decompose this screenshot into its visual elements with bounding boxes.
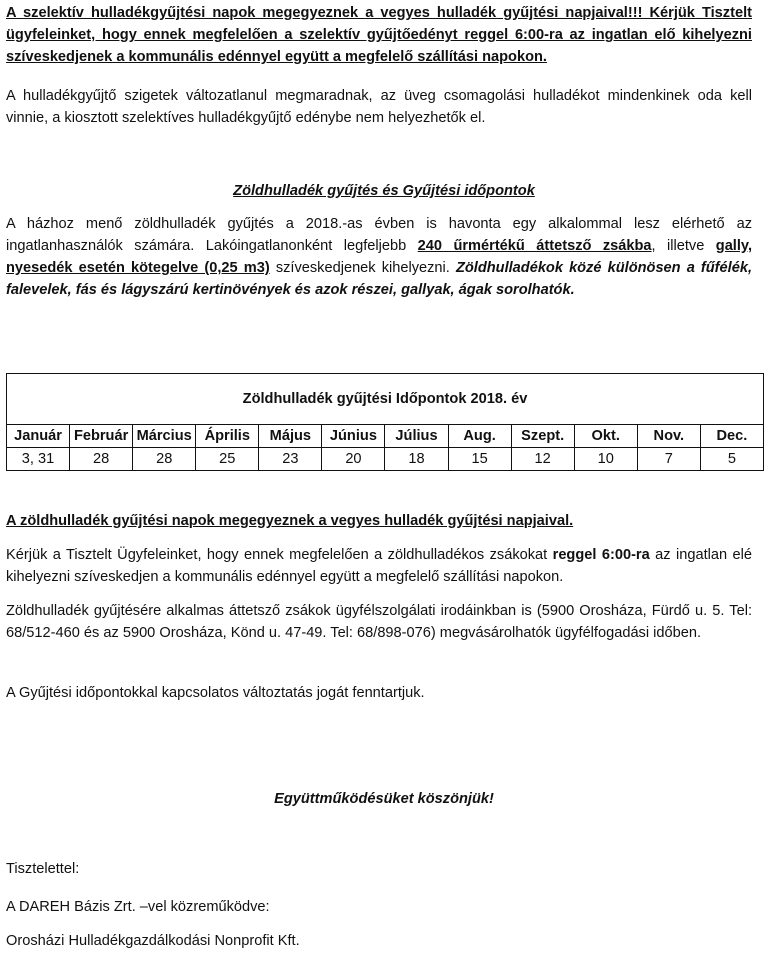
day-cell: 3, 31 xyxy=(7,448,70,471)
green-text-2: , illetve xyxy=(651,238,716,254)
cooperation-line: A DAREH Bázis Zrt. –vel közreműködve: xyxy=(6,899,270,915)
green-waste-types: Zöldhulladékok közé különösen a fűfélék, falevelek, fás és lágyszárú kertinövények és azok részei, gallyak, ágak sorolhatók. xyxy=(6,260,752,298)
month-cell: Dec. xyxy=(700,425,763,448)
day-cell: 7 xyxy=(637,448,700,471)
day-cell: 12 xyxy=(511,448,574,471)
month-cell: Április xyxy=(196,425,259,448)
day-cell: 18 xyxy=(385,448,448,471)
schedule-title: Zöldhulladék gyűjtési Időpontok 2018. év xyxy=(7,374,764,425)
collection-days-heading: A zöldhulladék gyűjtési napok megegyeznek a vegyes hulladék gyűjtési napjaival. xyxy=(6,513,574,529)
regards-line: Tisztelettel: xyxy=(6,861,80,877)
day-cell: 28 xyxy=(70,448,133,471)
change-rights-note: A Gyűjtési időpontokkal kapcsolatos változtatás jogát fenntartjuk. xyxy=(6,685,425,701)
day-cell: 20 xyxy=(322,448,385,471)
green-waste-paragraph xyxy=(6,213,752,301)
placement-text-1: Kérjük a Tisztelt Ügyfeleinket, hogy ennek megfelelően a zöldhulladékos zsákokat xyxy=(6,547,553,563)
collection-islands-note: A hulladékgyűjtő szigetek változatlanul megmaradnak, az üveg csomagolási hulladékot mindenkinek oda kell vinnie, a kiosztott szelektíves hulladékgyűjtő edénybe nem helyezhetők el. xyxy=(6,88,752,126)
month-cell: Május xyxy=(259,425,322,448)
month-cell: Július xyxy=(385,425,448,448)
bag-purchase-paragraph: Zöldhulladék gyűjtésére alkalmas áttetsző zsákok ügyfélszolgálati irodáinkban is (5900 Orosháza, Fürdő u. 5. Tel: 68/512-460 és az 5900 Orosháza, Könd u. 47-49. Tel: 68/898-076) megvásárolhatók ügyfélfogadási időben. xyxy=(6,603,752,641)
green-waste-heading: Zöldhulladék gyűjtés és Gyűjtési időpontok xyxy=(233,183,535,199)
organization-name: Orosházi Hulladékgazdálkodási Nonprofit Kft. xyxy=(6,933,300,949)
day-cell: 10 xyxy=(574,448,637,471)
month-cell: Aug. xyxy=(448,425,511,448)
day-cell: 5 xyxy=(700,448,763,471)
month-cell: Szept. xyxy=(511,425,574,448)
branch-bundle: gally, nyesedék esetén kötegelve (0,25 m3) xyxy=(6,238,753,276)
selective-collection-notice: A szelektív hulladékgyűjtési napok megegyeznek a vegyes hulladék gyűjtési napjaival!!! Kérjük Tisztelt ügyfeleinket, hogy ennek megfelelően a szelektív gyűjtőedényt reggel 6:00-ra az ingatlan elő kihelyezni szíveskedjenek a kommunális edénnyel együtt a megfelelő szállítási napokon. xyxy=(6,5,752,65)
month-cell: Február xyxy=(70,425,133,448)
day-cell: 23 xyxy=(259,448,322,471)
month-cell: Január xyxy=(7,425,70,448)
placement-text-2: az ingatlan elé kihelyezni szíveskedjen a kommunális edénnyel együtt a megfelelő szállítási napokon. xyxy=(6,547,753,585)
day-cell: 15 xyxy=(448,448,511,471)
day-cell: 28 xyxy=(133,448,196,471)
month-cell: Okt. xyxy=(574,425,637,448)
schedule-table xyxy=(6,373,764,471)
bag-limit: 240 űrmértékű áttetsző zsákba xyxy=(417,238,652,254)
month-cell: Június xyxy=(322,425,385,448)
green-text-1: A házhoz menő zöldhulladék gyűjtés a 2018.-as évben is havonta egy alkalommal lesz elérhető az ingatlanhasználók számára. Lakóingatlanonként legfeljebb xyxy=(6,216,752,254)
month-cell: Március xyxy=(133,425,196,448)
green-text-3: szíveskedjenek kihelyezni. xyxy=(269,260,456,276)
month-cell: Nov. xyxy=(637,425,700,448)
placement-paragraph xyxy=(6,544,752,588)
thanks-line: Együttműködésüket köszönjük! xyxy=(274,791,494,807)
days-row xyxy=(7,448,764,471)
months-row xyxy=(7,425,764,448)
placement-time: reggel 6:00-ra xyxy=(552,547,650,563)
day-cell: 25 xyxy=(196,448,259,471)
